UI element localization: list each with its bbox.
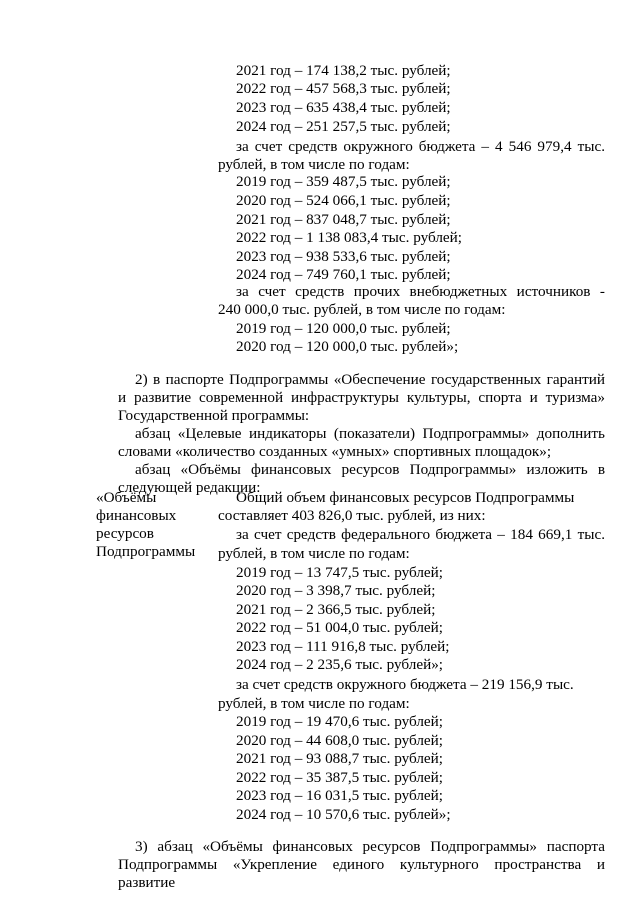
budget-line: 2020 год – 524 066,1 тыс. рублей; (236, 192, 451, 209)
paragraph-line: абзац «Объёмы финансовых ресурсов Подпрограммы» изложить в (135, 461, 605, 478)
table-content-line: составляет 403 826,0 тыс. рублей, из них: (218, 507, 486, 524)
table-content-line: 2019 год – 13 747,5 тыс. рублей; (236, 564, 444, 581)
paragraph-line: 3) абзац «Объёмы финансовых ресурсов Подпрограммы» паспорта (135, 838, 605, 855)
budget-line: 2020 год – 120 000,0 тыс. рублей»; (236, 338, 459, 355)
budget-line: 2024 год – 749 760,1 тыс. рублей; (236, 266, 451, 283)
table-content-line: 2019 год – 19 470,6 тыс. рублей; (236, 713, 444, 730)
table-label-line: финансовых (96, 507, 177, 524)
table-content-line: за счет средств окружного бюджета – 219 156,9 тыс. (236, 676, 574, 693)
table-label-line: «Объёмы (96, 489, 157, 506)
budget-line: 2022 год – 1 138 083,4 тыс. рублей; (236, 229, 463, 246)
paragraph-line: и развитие современной инфраструктуры культуры, спорта и туризма» (118, 389, 605, 406)
budget-line: 2022 год – 457 568,3 тыс. рублей; (236, 80, 451, 97)
budget-line: за счет средств прочих внебюджетных источников - (236, 283, 605, 300)
table-content-line: Общий объем финансовых ресурсов Подпрограммы (236, 489, 575, 506)
budget-line: 240 000,0 тыс. рублей, в том числе по годам: (218, 301, 506, 318)
budget-line: 2024 год – 251 257,5 тыс. рублей; (236, 118, 451, 135)
table-content-line: 2021 год – 2 366,5 тыс. рублей; (236, 601, 436, 618)
paragraph-line: 2) в паспорте Подпрограммы «Обеспечение государственных гарантий (135, 371, 605, 388)
paragraph-line: Государственной программы: (118, 407, 310, 424)
budget-line: 2023 год – 938 533,6 тыс. рублей; (236, 248, 451, 265)
table-label-line: ресурсов (96, 525, 154, 542)
table-content-line: за счет средств федерального бюджета – 184 669,1 тыс. (236, 526, 605, 543)
table-content-line: 2020 год – 44 608,0 тыс. рублей; (236, 732, 444, 749)
table-label-line: Подпрограммы (96, 543, 196, 560)
table-content-line: 2021 год – 93 088,7 тыс. рублей; (236, 750, 444, 767)
budget-line: 2023 год – 635 438,4 тыс. рублей; (236, 99, 451, 116)
paragraph-line: словами «количество созданных «умных» спортивных площадок»; (118, 443, 552, 460)
table-content-line: 2023 год – 111 916,8 тыс. рублей; (236, 638, 450, 655)
table-content-line: 2024 год – 10 570,6 тыс. рублей»; (236, 806, 451, 823)
budget-line: 2019 год – 359 487,5 тыс. рублей; (236, 173, 451, 190)
paragraph-line: Подпрограммы «Укрепление единого культурного пространства и развитие (118, 856, 605, 891)
budget-line: за счет средств окружного бюджета – 4 546 979,4 тыс. (236, 138, 605, 155)
table-content-line: 2024 год – 2 235,6 тыс. рублей»; (236, 656, 444, 673)
budget-line: рублей, в том числе по годам: (218, 156, 410, 173)
budget-line: 2019 год – 120 000,0 тыс. рублей; (236, 320, 451, 337)
table-content-line: 2023 год – 16 031,5 тыс. рублей; (236, 787, 444, 804)
paragraph-line: следующей редакции: (118, 479, 261, 496)
table-content-line: 2020 год – 3 398,7 тыс. рублей; (236, 582, 436, 599)
table-content-line: рублей, в том числе по годам: (218, 695, 410, 712)
paragraph-line: абзац «Целевые индикаторы (показатели) Подпрограммы» дополнить (135, 425, 605, 442)
table-content-line: рублей, в том числе по годам: (218, 545, 410, 562)
budget-line: 2021 год – 837 048,7 тыс. рублей; (236, 211, 451, 228)
table-content-line: 2022 год – 35 387,5 тыс. рублей; (236, 769, 444, 786)
table-content-line: 2022 год – 51 004,0 тыс. рублей; (236, 619, 444, 636)
budget-line: 2021 год – 174 138,2 тыс. рублей; (236, 62, 451, 79)
